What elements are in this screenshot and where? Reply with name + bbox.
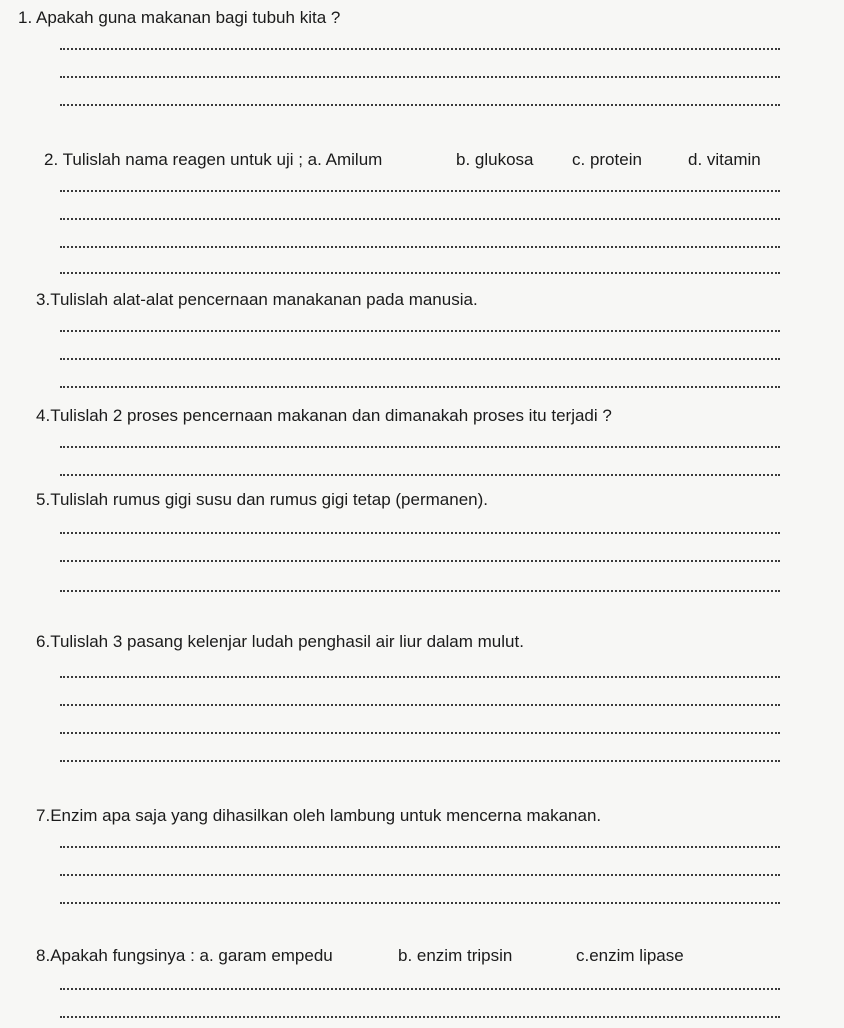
- option-c: c.enzim lipase: [576, 946, 684, 965]
- question-4: [36, 406, 612, 426]
- question-text: Tulislah 2 proses pencernaan makanan dan dimanakah proses itu terjadi ?: [50, 406, 612, 425]
- answer-line[interactable]: [60, 676, 780, 678]
- question-1: [18, 8, 340, 28]
- answer-line[interactable]: [60, 104, 780, 106]
- answer-line[interactable]: [60, 902, 780, 904]
- question-8: [36, 946, 333, 966]
- question-number: 5.: [36, 490, 51, 509]
- question-text: Enzim apa saja yang dihasilkan oleh lambung untuk mencerna makanan.: [50, 806, 602, 825]
- question-5: [36, 490, 488, 510]
- question-text: Apakah guna makanan bagi tubuh kita ?: [35, 8, 341, 27]
- answer-line[interactable]: [60, 76, 780, 78]
- answer-line[interactable]: [60, 48, 780, 50]
- answer-line[interactable]: [60, 246, 780, 248]
- answer-line[interactable]: [60, 218, 780, 220]
- answer-line[interactable]: [60, 590, 780, 592]
- question-text: Tulislah 3 pasang kelenjar ludah penghasil air liur dalam mulut.: [50, 632, 524, 651]
- question-number: 3.: [36, 290, 51, 309]
- question-number: 1.: [18, 8, 33, 27]
- question-6: [36, 632, 524, 652]
- option-c: c. protein: [572, 150, 642, 169]
- answer-line[interactable]: [60, 386, 780, 388]
- answer-line[interactable]: [60, 446, 780, 448]
- question-number: 2.: [44, 150, 59, 169]
- answer-line[interactable]: [60, 704, 780, 706]
- answer-line[interactable]: [60, 1016, 780, 1018]
- answer-line[interactable]: [60, 532, 780, 534]
- question-number: 6.: [36, 632, 51, 651]
- question-text: Tulislah rumus gigi susu dan rumus gigi tetap (permanen).: [50, 490, 488, 509]
- option-d: d. vitamin: [688, 150, 761, 169]
- question-text: Tulislah alat-alat pencernaan manakanan pada manusia.: [50, 290, 478, 309]
- answer-line[interactable]: [60, 190, 780, 192]
- answer-line[interactable]: [60, 732, 780, 734]
- question-number: 7.: [36, 806, 51, 825]
- answer-line[interactable]: [60, 760, 780, 762]
- question-number: 8.: [36, 946, 51, 965]
- answer-line[interactable]: [60, 474, 780, 476]
- answer-line[interactable]: [60, 330, 780, 332]
- answer-line[interactable]: [60, 846, 780, 848]
- option-b: b. glukosa: [456, 150, 534, 169]
- question-2: [44, 150, 382, 170]
- answer-line[interactable]: [60, 358, 780, 360]
- question-number: 4.: [36, 406, 51, 425]
- answer-line[interactable]: [60, 874, 780, 876]
- question-text: Tulislah nama reagen untuk uji ; a. Amilum: [62, 150, 383, 169]
- answer-line[interactable]: [60, 272, 780, 274]
- answer-line[interactable]: [60, 560, 780, 562]
- question-3: [36, 290, 478, 310]
- question-text: Apakah fungsinya : a. garam empedu: [50, 946, 333, 965]
- answer-line[interactable]: [60, 988, 780, 990]
- question-7: [36, 806, 601, 826]
- option-b: b. enzim tripsin: [398, 946, 513, 965]
